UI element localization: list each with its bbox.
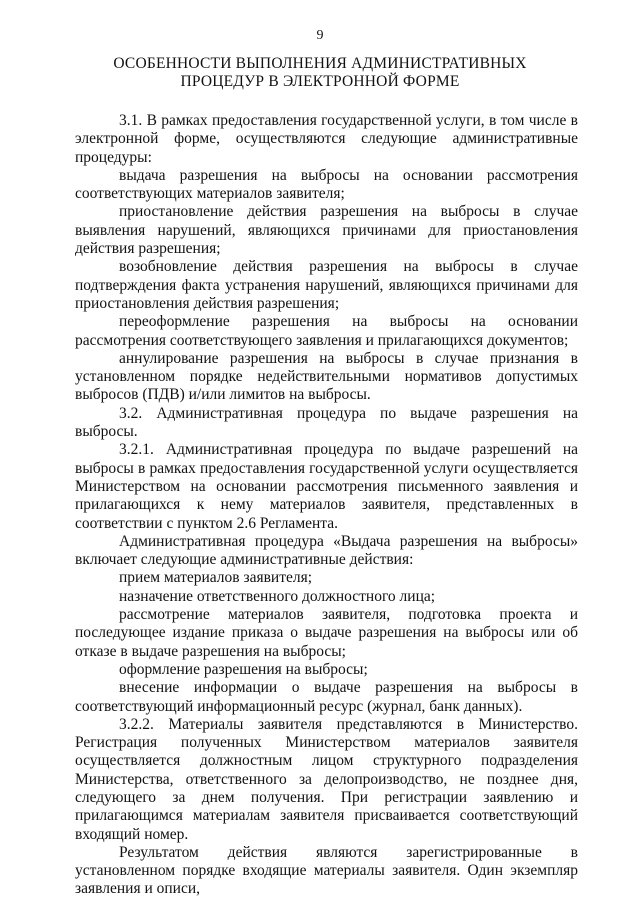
paragraph: аннулирование разрешения на выбросы в случае признания в установленном порядке недействительными нормативов допустимых выбросов (ПДВ) и/или лимитов на выбросы. <box>75 349 578 404</box>
paragraph: возобновление действия разрешения на выбросы в случае подтверждения факта устранения нарушений, являющихся причинами для приостановления действия разрешения; <box>75 258 578 312</box>
paragraph: 3.2. Административная процедура по выдаче разрешения на выбросы. <box>75 404 578 441</box>
paragraph: Результатом действия являются зарегистрированные в установленном порядке входящие материалы заявителя. Один экземпляр заявления и описи, <box>75 843 578 898</box>
paragraph: прием материалов заявителя; <box>119 569 313 587</box>
page-number: 9 <box>316 28 324 43</box>
paragraph: 3.1. В рамках предоставления государственной услуги, в том числе в электронной форме, осуществляются следующие административные процедуры: <box>75 112 578 166</box>
paragraph: выдача разрешения на выбросы на основании рассмотрения соответствующих материалов заявителя; <box>75 166 578 203</box>
paragraph: рассмотрение материалов заявителя, подготовка проекта и последующее издание приказа о выдаче разрешения на выбросы или об отказе в выдаче разрешения на выбросы; <box>75 606 578 660</box>
paragraph: оформление разрешения на выбросы; <box>119 660 368 678</box>
paragraph: 3.2.2. Материалы заявителя представляются в Министерство. Регистрация полученных Министерством материалов заявителя осуществляется должностным лицом структурного подразделения Министерства, ответственного за делопроизводство, не позднее дня, следующего за днем получения. При регистрации заявлению и прилагающимся материалам заявителя присваивается соответствующий входящий номер. <box>75 715 578 843</box>
section-title-line-2: ПРОЦЕДУР В ЭЛЕКТРОННОЙ ФОРМЕ <box>180 73 460 90</box>
paragraph: переоформление разрешения на выбросы на основании рассмотрения соответствующего заявления и прилагающихся документов; <box>75 313 578 349</box>
section-title <box>60 55 580 91</box>
section-title-line-1: ОСОБЕННОСТИ ВЫПОЛНЕНИЯ АДМИНИСТРАТИВНЫХ <box>113 55 527 72</box>
paragraph: Административная процедура «Выдача разрешения на выбросы» включает следующие административные действия: <box>75 532 578 569</box>
document-body <box>75 112 578 899</box>
paragraph: внесение информации о выдаче разрешения на выбросы в соответствующий информационный ресурс (журнал, банк данных). <box>75 679 578 715</box>
paragraph: 3.2.1. Административная процедура по выдаче разрешений на выбросы в рамках предоставления государственной услуги осуществляется Министерством на основании рассмотрения письменного заявления и прилагающихся к нему материалов заявителя, представленных в соответствии с пунктом 2.6 Регламента. <box>75 441 578 532</box>
paragraph: назначение ответственного должностного лица; <box>119 587 436 605</box>
paragraph: приостановление действия разрешения на выбросы в случае выявления нарушений, являющихся причинами для приостановления действия разрешения; <box>75 203 578 258</box>
